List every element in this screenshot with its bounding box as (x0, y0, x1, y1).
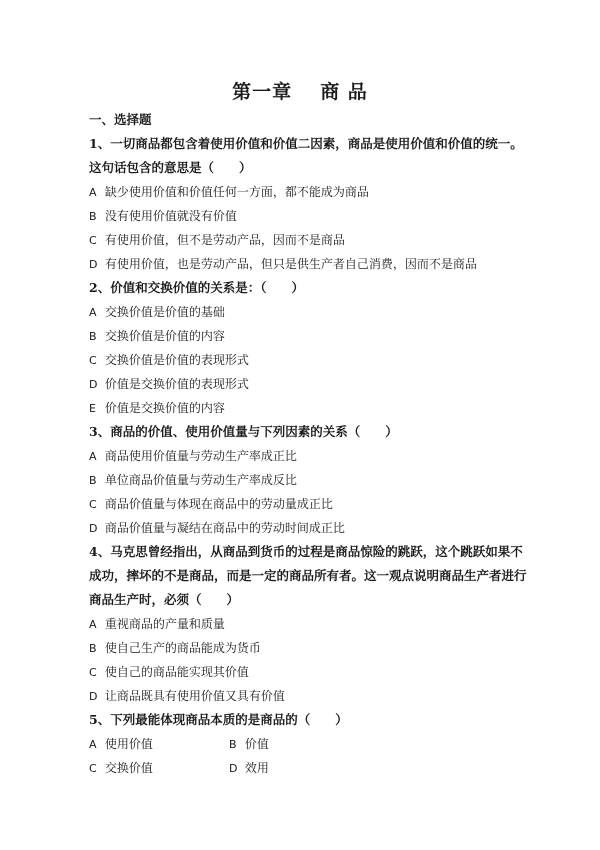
question-3-option (89, 516, 529, 540)
question-1-stem: 1、一切商品都包含着使用价值和价值二因素，商品是使用价值和价值的统一。这句话包含的意思是（ ） (89, 136, 523, 175)
question-5-option (89, 732, 229, 756)
question-5-stem: 5、下列最能体现商品本质的是商品的（ ） (89, 712, 348, 727)
question-4-option (89, 612, 529, 636)
option-key: A (89, 186, 97, 199)
option-text: 缺少使用价值和价值任何一方面，都不能成为商品 (104, 185, 369, 199)
question-2-option (89, 324, 529, 348)
question-5-option (89, 756, 229, 780)
option-key: C (89, 762, 97, 775)
option-key: D (89, 690, 98, 703)
question-list (89, 108, 529, 780)
option-key: B (89, 210, 97, 223)
option-key: B (89, 330, 97, 343)
option-key: C (89, 354, 97, 367)
question-2-option (89, 372, 529, 396)
option-text: 交换价值是价值的表现形式 (104, 353, 249, 367)
option-key: B (89, 642, 97, 655)
question-3-stem: 3、商品的价值、使用价值量与下列因素的关系（ ） (89, 424, 398, 439)
option-text: 使用价值 (104, 737, 153, 751)
option-key: B (89, 474, 97, 487)
option-text: 商品使用价值量与劳动生产率成正比 (104, 449, 297, 463)
option-key: A (89, 306, 97, 319)
option-text: 价值是交换价值的表现形式 (104, 377, 249, 391)
question-2-stem: 2、价值和交换价值的关系是：（ ） (89, 280, 304, 295)
question-3-option (89, 492, 529, 516)
question-1-option (89, 180, 529, 204)
option-key: C (89, 234, 97, 247)
option-text: 价值 (244, 737, 269, 751)
option-text: 使自己的商品能实现其价值 (104, 665, 249, 679)
option-text: 单位商品价值量与劳动生产率成反比 (104, 473, 297, 487)
question-4-option (89, 684, 529, 708)
question-5-option-row (89, 756, 529, 780)
option-text: 交换价值 (104, 761, 153, 775)
chapter-name: 商 品 (320, 81, 368, 103)
page-title (0, 77, 600, 104)
option-text: 有使用价值，也是劳动产品，但只是供生产者自己消费，因而不是商品 (104, 257, 477, 271)
question-4-option (89, 636, 529, 660)
option-text: 商品价值量与体现在商品中的劳动量成正比 (104, 497, 333, 511)
question-2-option (89, 396, 529, 420)
question-2-option (89, 300, 529, 324)
question-2-option (89, 348, 529, 372)
option-text: 有使用价值，但不是劳动产品，因而不是商品 (104, 233, 345, 247)
question-4-option (89, 660, 529, 684)
question-5-option (229, 756, 369, 780)
option-key: B (229, 738, 237, 751)
option-key: D (89, 258, 98, 271)
option-text: 效用 (244, 761, 269, 775)
option-key: C (89, 666, 97, 679)
option-key: D (89, 378, 98, 391)
option-key: A (89, 618, 97, 631)
question-3-option (89, 468, 529, 492)
question-1-option (89, 204, 529, 228)
question-1-option (89, 252, 529, 276)
option-key: C (89, 498, 97, 511)
question-5-option (229, 732, 369, 756)
option-text: 交换价值是价值的基础 (104, 305, 225, 319)
question-4-stem: 4、马克思曾经指出，从商品到货币的过程是商品惊险的跳跃，这个跳跃如果不成功，摔坏的不是商品，而是一定的商品所有者。这一观点说明商品生产者进行商品生产时，必须（ ） (89, 544, 527, 607)
section-heading: 一、选择题 (89, 112, 152, 127)
question-5-option-row (89, 732, 529, 756)
option-text: 商品价值量与凝结在商品中的劳动时间成正比 (104, 521, 345, 535)
option-text: 使自己生产的商品能成为货币 (104, 641, 261, 655)
option-text: 价值是交换价值的内容 (104, 401, 225, 415)
option-key: A (89, 738, 97, 751)
chapter-number: 第一章 (232, 81, 293, 103)
option-key: D (89, 522, 98, 535)
option-text: 交换价值是价值的内容 (104, 329, 225, 343)
option-text: 让商品既具有使用价值又具有价值 (104, 689, 285, 703)
option-text: 重视商品的产量和质量 (104, 617, 225, 631)
option-key: A (89, 450, 97, 463)
question-3-option (89, 444, 529, 468)
option-text: 没有使用价值就没有价值 (104, 209, 237, 223)
option-key: E (89, 402, 96, 415)
question-1-option (89, 228, 529, 252)
option-key: D (229, 762, 238, 775)
